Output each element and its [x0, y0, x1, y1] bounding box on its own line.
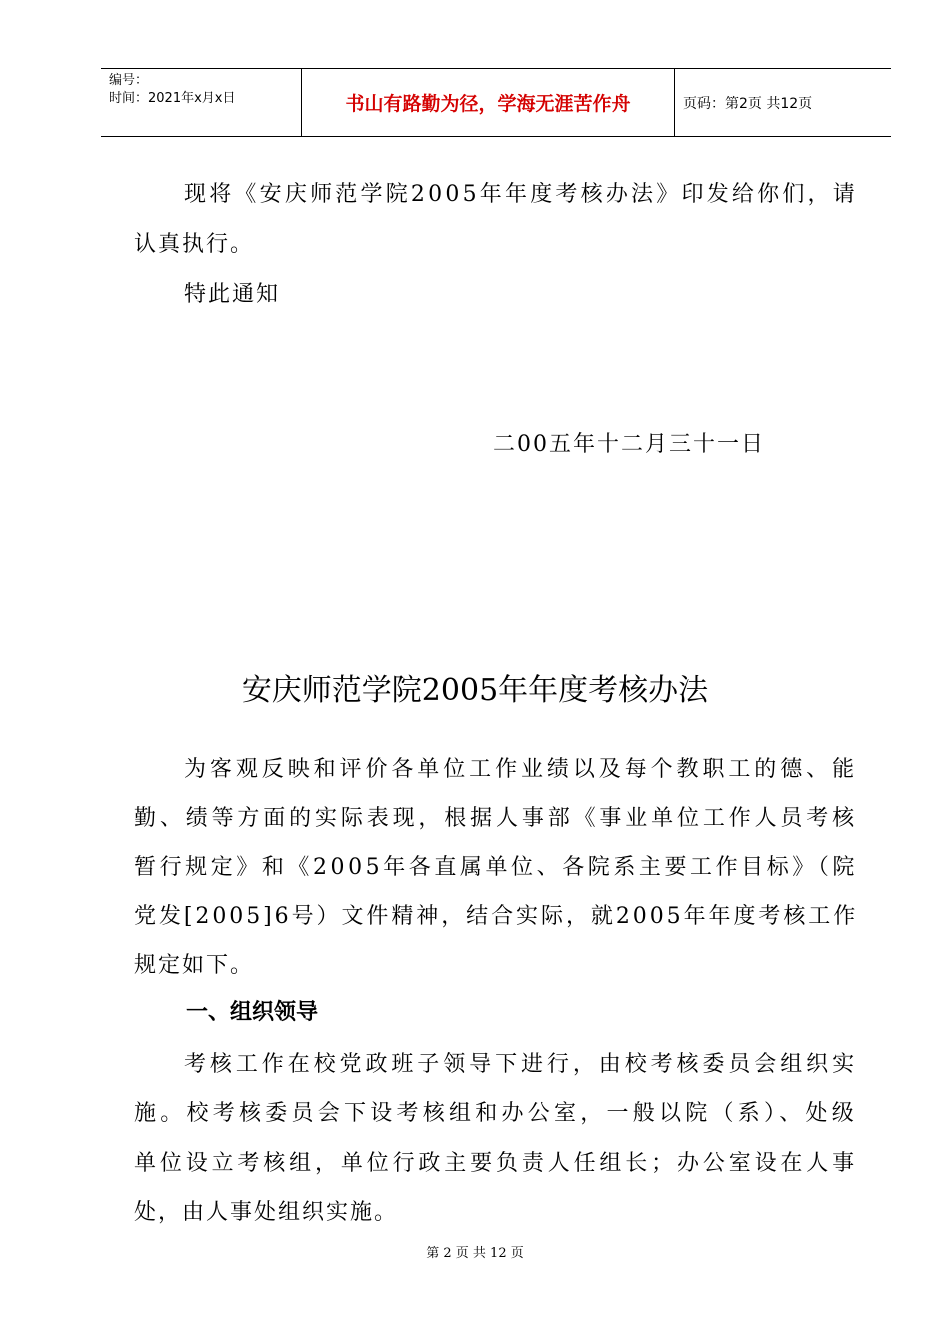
section-1-line: 施。校考核委员会下设考核组和办公室，一般以院（系）、处级 [134, 1101, 859, 1126]
notice-date: 二00五年十二月三十一日 [493, 432, 765, 457]
header-meta [101, 69, 302, 136]
section-1-line: 考核工作在校党政班子领导下进行，由校考核委员会组织实 [184, 1052, 859, 1077]
header-page-info: 页码：第2页 共12页 [683, 95, 813, 112]
number-label: 编号： [109, 73, 149, 88]
notice-line-1: 现将《安庆师范学院2005年年度考核办法》印发给你们，请 [184, 182, 858, 207]
section-1-heading: 一、组织领导 [186, 1000, 319, 1025]
time-label: 时间：2021年x月x日 [109, 91, 236, 106]
intro-line: 党发[2005]6号）文件精神，结合实际，就2005年年度考核工作 [134, 904, 859, 929]
intro-line: 勤、绩等方面的实际表现，根据人事部《事业单位工作人员考核 [134, 806, 859, 831]
notice-line-2: 认真执行。 [134, 232, 255, 257]
page-footer: 第 2 页 共 12 页 [426, 1246, 524, 1261]
section-1-line: 单位设立考核组，单位行政主要负责人任组长；办公室设在人事 [134, 1151, 859, 1176]
intro-line: 规定如下。 [134, 953, 255, 978]
header-motto: 书山有路勤为径，学海无涯苦作舟 [302, 69, 675, 136]
intro-line: 为客观反映和评价各单位工作业绩以及每个教职工的德、能 [184, 757, 859, 782]
intro-line: 暂行规定》和《2005年各直属单位、各院系主要工作目标》（院 [134, 855, 858, 880]
page-header [101, 68, 891, 137]
section-1-line: 处，由人事处组织实施。 [134, 1200, 399, 1225]
document-title: 安庆师范学院2005年年度考核办法 [241, 673, 709, 708]
notice-closing: 特此通知 [184, 282, 281, 307]
